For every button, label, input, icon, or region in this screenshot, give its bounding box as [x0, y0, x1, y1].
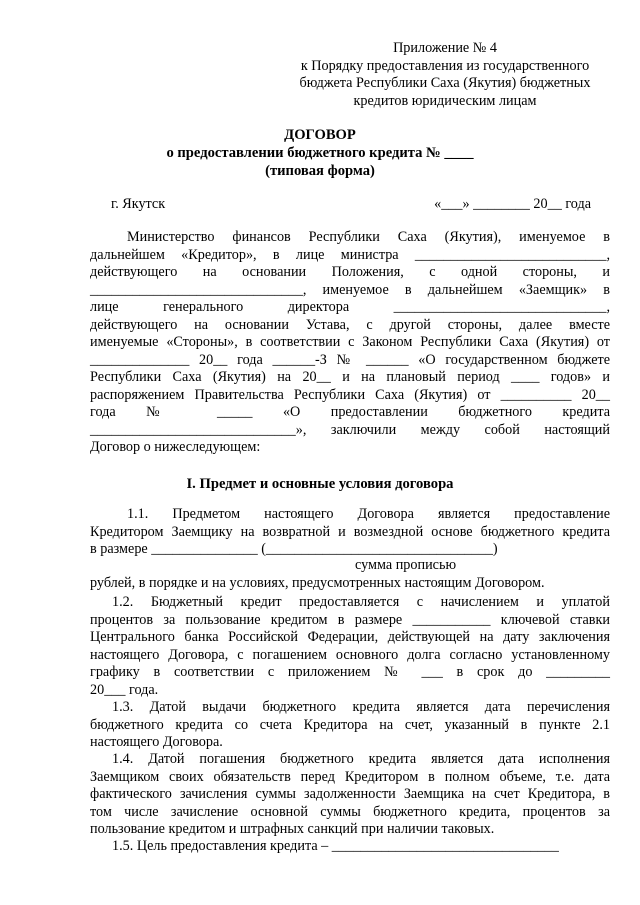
- section-heading: I. Предмет и основные условия договора: [186, 476, 454, 492]
- preamble-line: Республики Саха (Якутия) на 20__ и на плановый период ____ годов» и: [90, 369, 610, 385]
- clause-line: 1.4. Датой погашения бюджетного кредита является дата исполнения: [112, 751, 610, 767]
- preamble-line: именуемые «Стороны», в соответствии с Законом Республики Саха (Якутия) от: [90, 334, 610, 350]
- preamble-line: Министерство финансов Республики Саха (Якутия), именуемое в: [127, 229, 610, 245]
- clause-line: бюджетного кредита со счета Кредитора на счет, указанный в пункте 2.1: [90, 716, 610, 733]
- clause-line: в размере _______________ (________________________________): [90, 541, 498, 557]
- preamble-line: _____________________________», заключили между собой настоящий: [90, 421, 610, 438]
- clause-1-4: [90, 751, 610, 839]
- clause-1-3: [90, 699, 610, 752]
- clause-line: том числе зачисление основной суммы бюджетного кредита, процентов за: [90, 803, 610, 820]
- preamble-line: действующего на основании Устава, с другой стороны, далее вместе: [90, 316, 610, 333]
- clause-line: Заемщиком своих обязательств перед Кредитором в полном объеме, т.е. дата: [90, 768, 610, 785]
- preamble-line: дальнейшем «Кредитор», в лице министра ___________________________,: [90, 246, 610, 263]
- place-date-line: [111, 196, 591, 213]
- clause-line: фактического зачисления суммы задолженности Заемщика на счет Кредитора, в: [90, 786, 610, 802]
- title-subheading: о предоставлении бюджетного кредита № ____: [166, 145, 474, 161]
- clause-1-5: [90, 838, 610, 856]
- clause-line: Центрального банка Российской Федерации, действующей на дату заключения: [90, 629, 610, 645]
- appendix-header: [280, 40, 610, 110]
- preamble-line: лице генерального директора ______________________________,: [90, 299, 610, 315]
- appendix-ref-line: кредитов юридическим лицам: [353, 92, 537, 109]
- clause-1-2: [90, 594, 610, 699]
- clause-line: 1.3. Датой выдачи бюджетного кредита является дата перечисления: [112, 699, 610, 715]
- clause-line: 20___ года.: [90, 681, 159, 698]
- clause-line: Кредитором Заемщику на возвратной и возмездной основе бюджетного кредита: [90, 523, 610, 540]
- document-title: [0, 126, 640, 180]
- clause-line: пользование кредитом и штрафных санкций при наличии таковых.: [90, 821, 495, 837]
- clause-line: графику в соответствии с приложением № ___ в срок до _________: [90, 664, 610, 680]
- preamble-line: распоряжением Правительства Республики Саха (Якутия) от __________ 20__: [90, 386, 610, 403]
- clause-1-1: [90, 506, 610, 559]
- city: г. Якутск: [111, 196, 166, 212]
- clause-line: настоящего Договора, с погашением основного долга согласно установленному: [90, 646, 610, 663]
- preamble-line: действующего на основании Положения, с одной стороны, и: [90, 264, 610, 280]
- clause-1-1-tail: [90, 575, 610, 593]
- preamble-line: ______________________________, именуемое в дальнейшем «Заемщик» в: [90, 281, 610, 298]
- amount-in-words-caption: сумма прописью: [355, 557, 457, 573]
- clause-line: рублей, в порядке и на условиях, предусмотренных настоящим Договором.: [90, 575, 545, 591]
- appendix-ref-line: к Порядку предоставления из государственного: [300, 57, 590, 74]
- appendix-ref-line: бюджета Республики Саха (Якутия) бюджетных: [299, 75, 591, 91]
- preamble-line: Договор о нижеследующем:: [90, 439, 261, 455]
- clause-line: настоящего Договора.: [90, 734, 223, 750]
- title-form: (типовая форма): [265, 163, 375, 179]
- clause-line: процентов за пользование кредитом в размере ___________ ключевой ставки: [90, 611, 610, 628]
- preamble-line: года № _____ «О предоставлении бюджетного кредита: [90, 404, 610, 420]
- contract-date: «___» ________ 20__ года: [434, 196, 591, 212]
- preamble-line: ______________ 20__ года ______-З № ______ «О государственном бюджете: [90, 351, 610, 368]
- clause-line: 1.5. Цель предоставления кредита – ________________________________: [112, 838, 559, 854]
- preamble: [90, 229, 610, 457]
- title-heading: ДОГОВОР: [284, 127, 356, 143]
- appendix-number: Приложение № 4: [393, 40, 497, 56]
- clause-line: 1.2. Бюджетный кредит предоставляется с начислением и уплатой: [112, 594, 610, 610]
- clause-line: 1.1. Предметом настоящего Договора является предоставление: [127, 506, 610, 522]
